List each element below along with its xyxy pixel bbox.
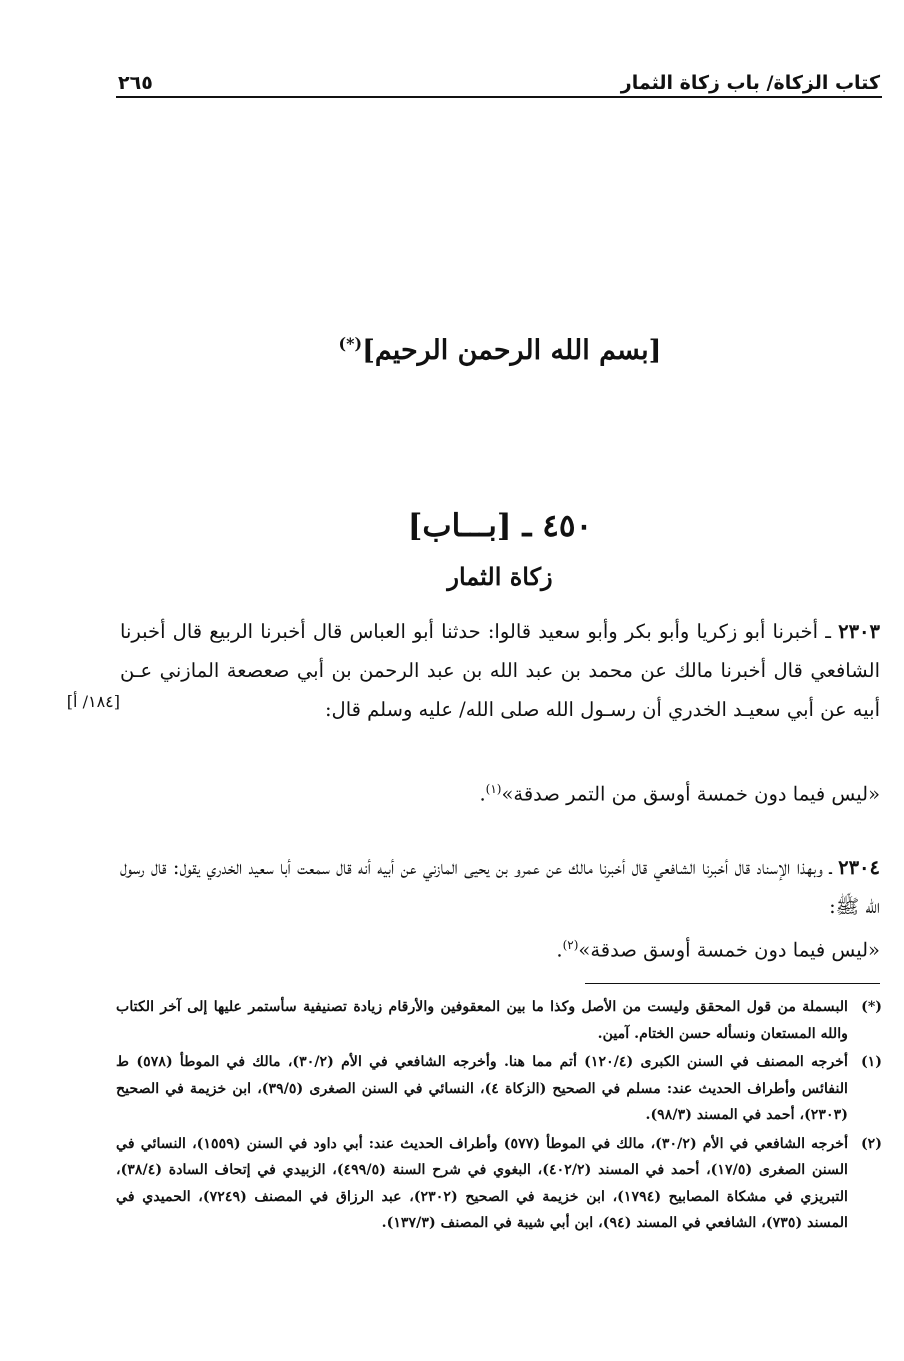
chapter-heading: ٤٥٠ ـ [بـــاب] [407,508,593,544]
footnote [116,994,882,1047]
footnote-ref: (١) [485,782,502,796]
footnote [116,1131,882,1237]
hadith-2304-quote: «ليس فيما دون خمسة أوسق صدقة»$^{(٢)}$. [556,938,880,962]
footnotes [116,994,882,1239]
prophetic-quote: «ليس فيما دون خمسة أوسق صدقة» [578,938,880,962]
page-number: ٢٦٥ [118,72,153,94]
basmala-footnote-marker: (*) [338,334,363,353]
footnote-ref: (٢) [562,938,579,952]
footnote-marker: (٢) [860,1135,882,1152]
running-header [118,58,880,94]
hadith-2303-quote: «ليس فيما دون خمسة أوسق من التمر صدقة»$^{(١)}$. [479,782,880,806]
footnote-text: أخرجه المصنف في السنن الكبرى (١٢٠/٤) أتم مما هنا. وأخرجه الشافعي في الأم (٣٠/٢)، مالك في الموطأ (٥٧٨) ط النفائس وأطراف الحديث عند: مسلم في الصحيح (الزكاة ٤)، النسائي في السنن الصغرى (٣٩/٥)، ابن خزيمة في الصحيح (٢٣٠٣)، أحمد في المسند (٩٨/٣). [116,1054,848,1123]
hadith-number: ٢٣٠٤ [838,856,880,879]
footnote-marker: (*) [861,999,882,1015]
hadith-2303 [120,612,880,729]
prophetic-quote: «ليس فيما دون خمسة أوسق من التمر صدقة» [501,782,880,806]
footnote-rule [585,983,880,984]
hadith-number: ٢٣٠٣ [838,620,880,643]
hadith-text: ـ وبهذا الإسناد قال أخبرنا الشافعي قال أخبرنا مالك عن عمرو بن يحيى المازني عن أبيه أنه قال سمعت أبا سعيد الخدري يقول: قال رسول الله ﷺ: [120,856,880,918]
footnote [116,1049,882,1129]
footnote-marker: (١) [860,1054,882,1070]
footnote-text: أخرجه الشافعي في الأم (٣٠/٢)، مالك في الموطأ (٥٧٧) وأطراف الحديث عند: أبي داود في السنن (١٥٥٩)، النسائي في السنن الصغرى (١٧/٥)، أحمد في المسند (٤٠٢/٢)، البغوي في شرح السنة (٤٩٩/٥)، الزبيدي في إتحاف السادة (٣٨/٤)، التبريزي في مشكاة المصابيح (١٧٩٤)، ابن خزيمة في الصحيح (٢٣٠٢)، عبد الرزاق في المصنف (٧٢٤٩)، الحميدي في المسند (٧٣٥)، الشافعي في المسند (٩٤)، ابن أبي شيبة في المصنف (١٣٧/٣). [116,1135,849,1231]
header-title: كتاب الزكاة/ باب زكاة الثمار [620,72,880,94]
hadith-text: ـ أخبرنا أبو زكريا وأبو بكر وأبو سعيد قالوا: حدثنا أبو العباس قال أخبرنا الربيع قال أخبرنا الشافعي قال أخبرنا مالك عن محمد بن عبد الله بن عبد الرحمن بن أبي صعصعة المازني عـن أبيه عن أبي سعيـد الخدري أن رسـول الله صلى الله/ عليه وسلم قال: [120,620,880,721]
chapter-subtitle: زكاة الثمار [447,562,553,591]
hadith-2304 [120,848,880,926]
basmala-text: [بسم الله الرحمن الرحيم] [362,335,662,366]
header-rule [116,96,882,98]
footnote-text: البسملة من قول المحقق وليست من الأصل وكذا ما بين المعقوفين والأرقام زيادة تصنيفية سأستمر عليها إلى آخر الكتاب والله المستعان ونسأله حسن الختام. آمين. [116,999,848,1042]
basmala [120,334,880,366]
margin-folio-note: [١٨٤/ أ] [66,692,120,711]
